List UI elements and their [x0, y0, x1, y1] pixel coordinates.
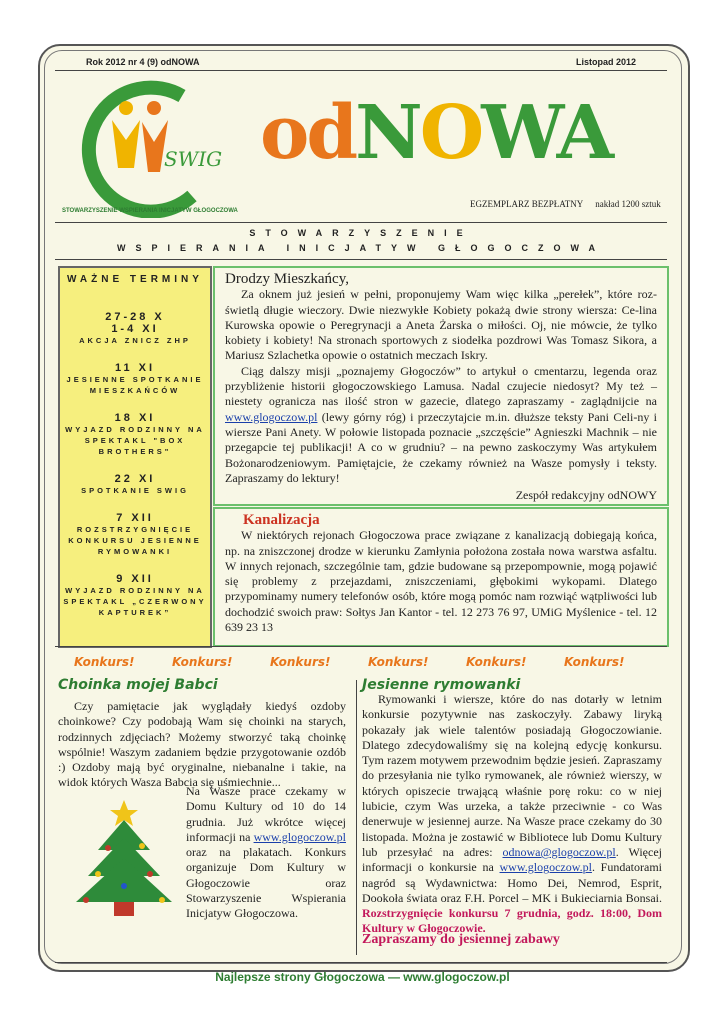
website-link[interactable]: www.glogoczow.pl — [253, 829, 346, 844]
event: 27-28 X 1-4 XI — [105, 311, 165, 335]
sidebar-title: WAŻNE TERMINY — [67, 274, 203, 285]
konkurs-result: Rozstrzygnięcie konkursu 7 grudnia, godz. 18:00, Dom Kultury w Głogoczowie. — [362, 906, 662, 936]
kanalizacja-title: Kanalizacja — [243, 512, 320, 528]
letter-paragraph: Ciąg dalszy misji „poznajemy Głogoczów” to artykuł o cmentarzu, legenda oraz przybliżenie historii głogoczowskiego Lamusa. Nadal czujecie niedosyt? My też – niestety ogranicza nas ilość stron w gazecie, dlatego zapraszamy - zaglądnijcie na www.glogoczow.pl (lewy górny róg) i przeczytajcie m.in. dłuższe teksty Pani Celi-ny i wiersze Pani Anety. W połowie listopada poznacie „szczęście” Agnieszki Machnik – nie przegapcie tej publikacji! A co w grudniu? – na pewno zaskoczymy Was artykułem Bożonarodzeniowym. Pamiętajcie, że czekamy również na Wasze pomysły i teksty. Zapraszamy do lektury! — [225, 363, 658, 485]
website-link[interactable]: www.glogoczow.pl — [225, 409, 318, 424]
footer-slogan: Najlepsze strony Głogoczowa — www.glogoczow.pl — [215, 970, 510, 984]
org-line-1: STOWARZYSZENIE — [249, 228, 473, 238]
event: 7 XII ROZSTRZYGNIĘCIE KONKURSU JESIENNE RYMOWANKI — [68, 512, 202, 556]
brand-wa: WA — [481, 90, 612, 176]
rymowanki-invite: Zapraszamy do jesiennej zabawy — [362, 932, 560, 947]
kanalizacja-text: W niektórych rejonach Głogoczowa prace związane z kanalizacją dobiegają końca, np. na zniszczonej drodze w kierunku Zamłynia położona została nowa warstwa asfaltu. W innych rejonach, szczególnie tam, gdzie budowane są przepompownie, mogą pojawić się problemy z przejazdami, zniszczeniami, głębokimi wykopami. Dlatego przypominamy numery telefonów osób, które mogą pomóc nam rozwiąć wątpliwości lub dochodzić swoich praw: Sołtys Jan Kantor - tel. 12 273 76 97, UMiG Myślenice - tel. 12 639 23 13 — [225, 528, 657, 635]
email-link[interactable]: odnowa@glogoczow.pl — [502, 844, 616, 859]
issue-date: Listopad 2012 — [576, 57, 637, 67]
event: 9 XII WYJAZD RODZINNY NA SPEKTAKL „CZERWONY KAPTUREK” — [63, 573, 207, 617]
logo-text: SWIG — [164, 147, 223, 171]
rymowanki-title: Jesienne rymowanki — [362, 677, 521, 693]
free-copy-line — [470, 199, 661, 209]
brand-o: O — [419, 90, 482, 176]
column-divider — [356, 680, 357, 955]
free-copy: EGZEMPLARZ BEZPŁATNY — [470, 199, 584, 209]
konkurs-rule-top — [55, 646, 667, 647]
event: 22 XI SPOTKANIE SWIG — [81, 473, 189, 495]
masthead-rule — [55, 222, 667, 223]
event: 11 XI JESIENNE SPOTKANIE MIESZKAŃCÓW — [66, 362, 204, 395]
top-rule — [55, 70, 667, 71]
christmas-tree-icon — [64, 798, 184, 923]
kanalizacja-box — [213, 507, 669, 647]
important-dates-box — [58, 266, 212, 648]
masthead-title — [260, 90, 611, 176]
brand-n: N — [355, 90, 420, 176]
swig-logo — [62, 78, 242, 218]
event: AKCJA ZNICZ ZHP — [79, 336, 191, 345]
website-link[interactable]: www.glogoczow.pl — [499, 860, 592, 875]
editorial-box — [213, 266, 669, 506]
letter-signature: Zespół redakcyjny odNOWY — [515, 488, 657, 503]
logo-caption: STOWARZYSZENIE WSPIERANIA INICJATYW GŁOGOCZOWA — [62, 208, 238, 214]
rymowanki-text: Rymowanki i wiersze, które do nas dotarły w letnim konkursie pozytywnie nas zaskoczyły. Zabawy liryką pokazały jak wiele talentów posiadają Głogoczowianie. Dlatego zdecydowaliśmy się na kolejną edycję konkursu. Tym razem motywem przewodnim będzie jesień. Zapraszamy do przesyłania nie tylko rymowanek, ale również wierszy, w których opiszecie trwającą właśnie porę roku: co w niej lubicie, czym Was urzeka, a także przeciwnie - co Was denerwuje w jesiennej aurze. Na Wasze prace czekamy do 30 listopada. Można je zostawić w Bibliotece lub Domu Kultury lub przesyłać na adres: odnowa@glogoczow.pl. Więcej informacji o konkursie na www.glogoczow.pl. Fundatorami nagród są Wydawnictwa: Homo Dei, Nemrod, Esprit, Dookoła świata oraz F.H. Porcel – MK i Bukieciarnia Bonsai. Rozstrzygnięcie konkursu 7 grudnia, godz. 18:00, Dom Kultury w Głogoczowie. — [362, 692, 662, 936]
org-line-2: WSPIERANIA INICJATYW GŁOGOCZOWA — [117, 243, 605, 253]
letter-greeting: Drodzy Mieszkańcy, — [225, 271, 349, 287]
choinka-title: Choinka mojej Babci — [58, 677, 218, 693]
choinka-text-2: Na Wasze prace czekamy w Domu Kultury od 10 do 14 grudnia. Już wkrótce więcej informacji na www.glogoczow.pl oraz na plakatach. Konkurs organizuje Dom Kultury w Głogoczowie oraz Stowarzyszenie Wspierania Inicjatyw Głogoczowa. — [186, 784, 346, 921]
brand-od: od — [260, 90, 356, 176]
konkurs-banner: Konkurs! Konkurs! Konkurs! Konkurs! Konkurs! Konkurs! — [74, 655, 625, 669]
event: 18 XI WYJAZD RODZINNY NA SPEKTAKL "BOX BROTHERS" — [65, 412, 205, 456]
org-rule — [55, 259, 667, 260]
letter-paragraph: Za oknem już jesień w pełni, proponujemy Wam więc kilka „perełek”, które roz-świetlą długie wieczory. Dwie niezwykłe Kobiety pokażą dwie strony wiersza: Ce-lina Kurowska opowie o Peregrynacji a Aneta Żarska o miłości. Oj, nie mówcie, że tylko kobiety i kobiety! Na stronach sportowych z siodełka pozdrowi Was Tomasz Sikora, a Mariusz Szlachetka opowie o ostatnich meczach Iskry. — [225, 287, 657, 363]
choinka-text: Czy pamiętacie jak wyglądały kiedyś ozdoby choinkowe? Czy podobają Wam się choinki na starych, rodzinnych zdjęciach? Możemy stworzyć taką choinkę wspólnie! Waszym zadaniem będzie przygotowanie ozdób :) Ozdoby mają być oryginalne, niebanalne i takie, na widok których Wasza Babcia się uśmiechnie... — [58, 699, 346, 790]
bottom-rule — [55, 962, 667, 963]
circulation: nakład 1200 sztuk — [595, 199, 661, 209]
issue-info: Rok 2012 nr 4 (9) odNOWA — [86, 57, 200, 67]
